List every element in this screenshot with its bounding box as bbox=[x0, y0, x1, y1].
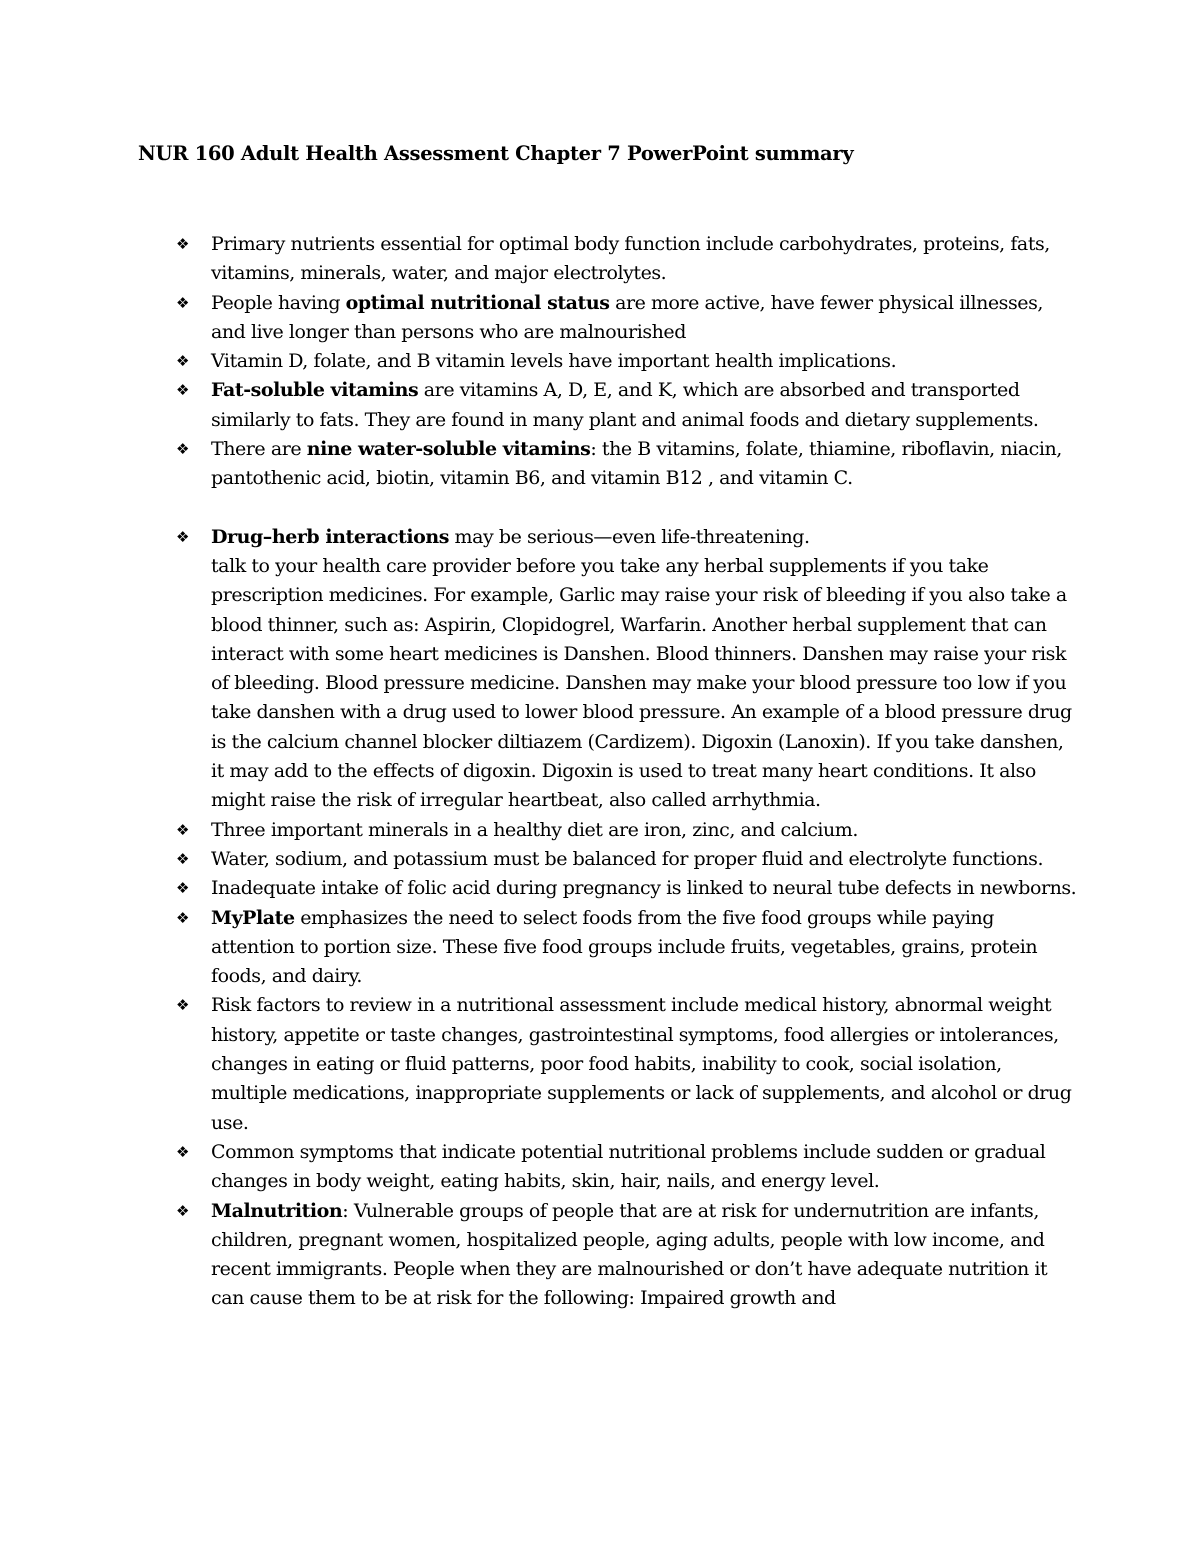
diamond-bullet-icon: ❖ bbox=[176, 293, 189, 312]
item-text: are vitamins A, D, E, and K, which are absorbed and transported similarly to fats. They are found in many plant and animal foods and dietary supplements. bbox=[211, 379, 1039, 431]
item-text: : Vulnerable groups of people that are at risk for undernutrition are infants, children, pregnant women, hospitalized people, aging adults, people with low income, and recent immigrants. People when they are malnourished or don’t have adequate nutrition it can cause them to be at risk for the following: Impaired growth and bbox=[211, 1199, 1048, 1310]
list-item bbox=[176, 991, 1081, 1137]
item-bold-term: optimal nutritional status bbox=[345, 291, 610, 314]
item-text: : the B vitamins, folate, thiamine, riboflavin, niacin, pantothenic acid, biotin, vitamin B6, and vitamin B12 , and vitamin C. bbox=[211, 438, 1062, 490]
item-text: Vitamin D, folate, and B vitamin levels have important health implications. bbox=[211, 350, 897, 373]
list-item bbox=[176, 230, 1081, 289]
item-text-prefix: People having bbox=[211, 291, 346, 314]
diamond-bullet-icon: ❖ bbox=[176, 996, 189, 1015]
item-text: emphasizes the need to select foods from the five food groups while paying attention to portion size. These five food groups include fruits, vegetables, grains, protein foods, and dairy. bbox=[211, 906, 1038, 988]
list-item bbox=[176, 289, 1081, 348]
diamond-bullet-icon: ❖ bbox=[176, 879, 189, 898]
list-item bbox=[176, 1197, 1081, 1314]
list-item bbox=[176, 874, 1081, 903]
list-item bbox=[176, 816, 1081, 845]
item-text: Common symptoms that indicate potential nutritional problems include sudden or gradual changes in body weight, eating habits, skin, hair, nails, and energy level. bbox=[211, 1140, 1046, 1193]
item-continuation: talk to your health care provider before you take any herbal supplements if you take prescription medicines. For example, Garlic may raise your risk of bleeding if you also take a blood thinner, such as: Aspirin, Clopidogrel, Warfarin. Another herbal supplement that can interact with some heart medicines is Danshen. Blood thinners. Danshen may raise your risk of bleeding. Blood pressure medicine. Danshen may make your blood pressure too low if you take danshen with a drug used to lower blood pressure. An example of a blood pressure drug is the calcium channel blocker diltiazem (Cardizem). Digoxin (Lanoxin). If you take danshen, it may add to the effects of digoxin. Digoxin is used to treat many heart conditions. It also might raise the risk of irregular heartbeat, also called arrhythmia. bbox=[211, 554, 1072, 812]
list-item bbox=[176, 435, 1081, 494]
list-item bbox=[176, 845, 1081, 874]
list-item bbox=[176, 523, 1081, 816]
item-text: Risk factors to review in a nutritional assessment include medical history, abnormal weight history, appetite or taste changes, gastrointestinal symptoms, food allergies or intolerances, changes in eating or fluid patterns, poor food habits, inability to cook, social isolation, multiple medications, inappropriate supplements or lack of supplements, and alcohol or drug use. bbox=[211, 994, 1072, 1134]
diamond-bullet-icon: ❖ bbox=[176, 820, 189, 839]
item-text: are more active, have fewer physical illnesses, and live longer than persons who are malnourished bbox=[211, 291, 1043, 343]
list-item bbox=[176, 376, 1081, 435]
diamond-bullet-icon: ❖ bbox=[176, 352, 189, 371]
diamond-bullet-icon: ❖ bbox=[176, 440, 189, 459]
document-title: NUR 160 Adult Health Assessment Chapter 7 PowerPoint summary bbox=[138, 142, 854, 165]
item-bold-term: Fat-soluble vitamins bbox=[211, 379, 419, 402]
diamond-bullet-icon: ❖ bbox=[176, 849, 189, 868]
diamond-bullet-icon: ❖ bbox=[176, 1142, 189, 1161]
summary-list bbox=[176, 230, 1081, 1314]
item-bold-term: nine water-soluble vitamins bbox=[306, 438, 591, 461]
list-item bbox=[176, 904, 1081, 992]
item-text: Three important minerals in a healthy diet are iron, zinc, and calcium. bbox=[211, 818, 858, 841]
list-item bbox=[176, 1138, 1081, 1197]
diamond-bullet-icon: ❖ bbox=[176, 235, 189, 253]
item-bold-term: Drug–herb interactions bbox=[211, 525, 449, 548]
list-item bbox=[176, 347, 1081, 376]
item-bold-term: Malnutrition bbox=[211, 1199, 343, 1222]
item-text: Primary nutrients essential for optimal body function include carbohydrates, proteins, fats, vitamins, minerals, water, and major electrolytes. bbox=[211, 233, 1050, 285]
item-text-prefix: There are bbox=[211, 438, 307, 461]
diamond-bullet-icon: ❖ bbox=[176, 908, 189, 927]
item-text: Water, sodium, and potassium must be balanced for proper fluid and electrolyte functions. bbox=[211, 847, 1044, 870]
item-bold-term: MyPlate bbox=[211, 906, 295, 929]
diamond-bullet-icon: ❖ bbox=[176, 1201, 189, 1220]
item-text: may be serious—even life-threatening. bbox=[448, 525, 810, 548]
diamond-bullet-icon: ❖ bbox=[176, 527, 189, 546]
item-text: Inadequate intake of folic acid during pregnancy is linked to neural tube defects in newborns. bbox=[211, 877, 1077, 900]
diamond-bullet-icon: ❖ bbox=[176, 381, 189, 400]
